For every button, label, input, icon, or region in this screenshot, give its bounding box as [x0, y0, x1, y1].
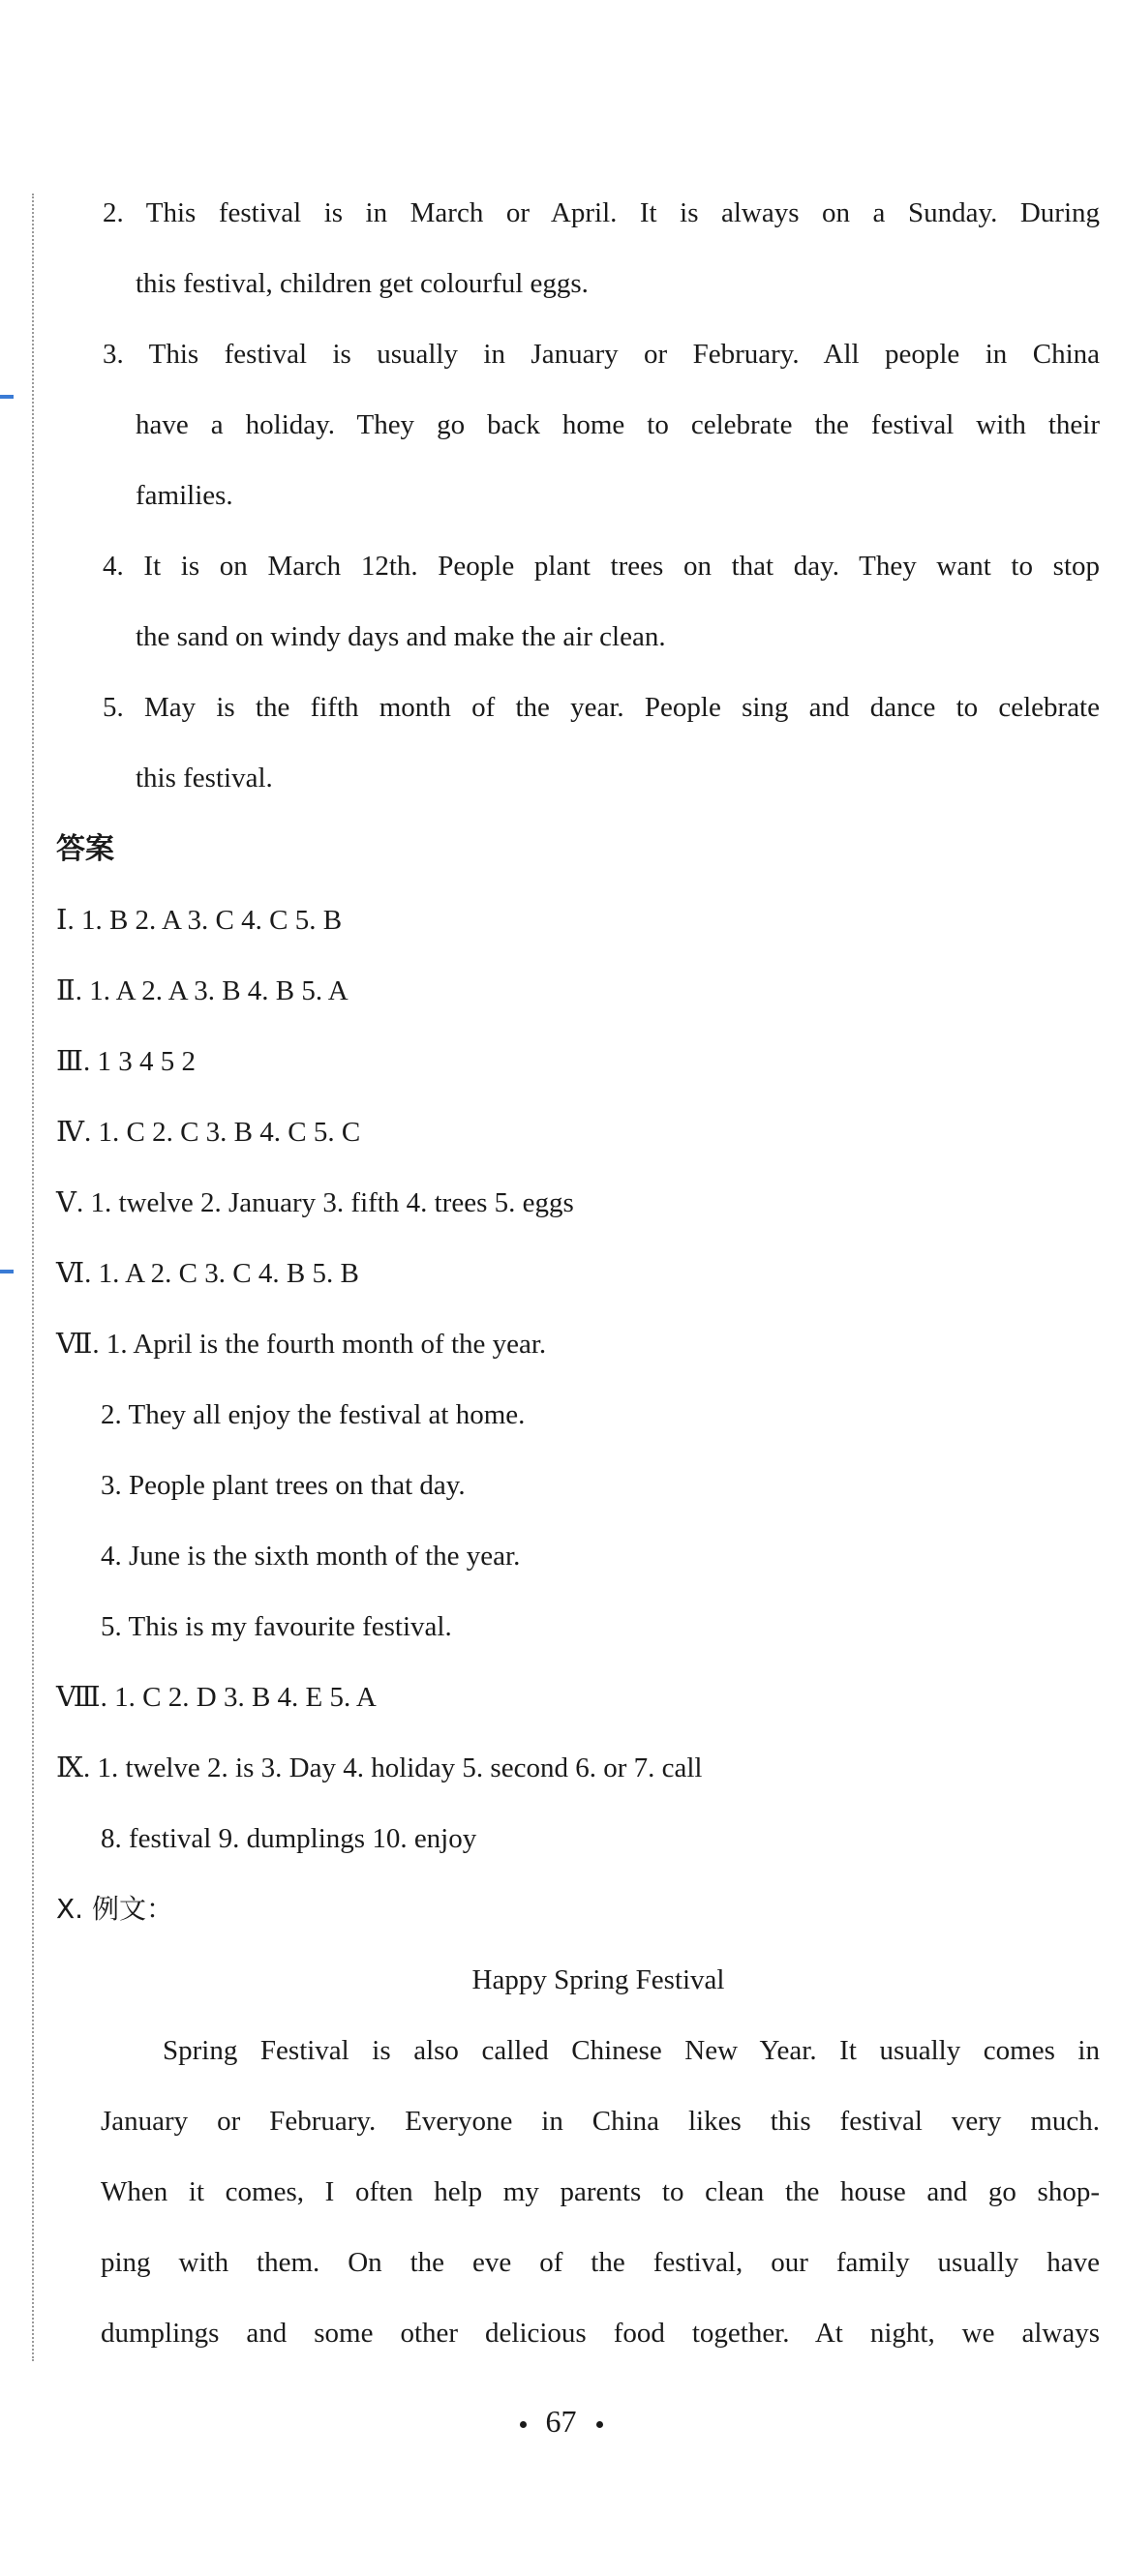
question-4-line-1: 4. It is on March 12th. People plant trees on that day. They want to stop	[103, 551, 1100, 582]
answer-section-10-label: Ⅹ. 例文：	[56, 1893, 173, 1925]
answer-section-7-line-3: 3. People plant trees on that day.	[101, 1470, 466, 1501]
margin-tick	[0, 1270, 14, 1273]
margin-tick	[0, 395, 14, 399]
answer-section-2: Ⅱ. 1. A 2. A 3. B 4. B 5. A	[56, 975, 349, 1006]
question-4-line-2: the sand on windy days and make the air clean.	[136, 621, 666, 652]
answer-section-1: Ⅰ. 1. B 2. A 3. C 4. C 5. B	[56, 905, 343, 936]
answer-section-7-line-4: 4. June is the sixth month of the year.	[101, 1541, 521, 1572]
question-5-line-1: 5. May is the fifth month of the year. People sing and dance to celebrate	[103, 692, 1100, 723]
answer-section-9-line-1: Ⅸ. 1. twelve 2. is 3. Day 4. holiday 5. second 6. or 7. call	[56, 1752, 703, 1783]
answer-section-7-line-2: 2. They all enjoy the festival at home.	[101, 1399, 526, 1430]
binding-margin-line	[32, 194, 34, 2361]
answer-section-7-line-5: 5. This is my favourite festival.	[101, 1611, 452, 1642]
question-2-line-1: 2. This festival is in March or April. It is always on a Sunday. During	[103, 197, 1100, 228]
question-3-line-2: have a holiday. They go back home to celebrate the festival with their	[136, 409, 1100, 440]
bullet-dot-icon	[596, 2421, 603, 2428]
question-3-line-3: families.	[136, 480, 233, 511]
answer-section-8: Ⅷ. 1. C 2. D 3. B 4. E 5. A	[56, 1682, 377, 1713]
answer-section-6: Ⅵ. 1. A 2. C 3. C 4. B 5. B	[56, 1258, 359, 1289]
answer-section-3: Ⅲ. 1 3 4 5 2	[56, 1046, 196, 1077]
essay-line-5: dumplings and some other delicious food together. At night, we always	[101, 2318, 1100, 2349]
answer-section-7-line-1: Ⅶ. 1. April is the fourth month of the year.	[56, 1329, 547, 1360]
page-number-value: 67	[545, 2404, 577, 2439]
question-3-line-1: 3. This festival is usually in January or February. All people in China	[103, 339, 1100, 370]
answers-heading: 答案	[56, 832, 114, 866]
answer-section-5: Ⅴ. 1. twelve 2. January 3. fifth 4. trees 5. eggs	[56, 1187, 574, 1218]
essay-line-4: ping with them. On the eve of the festival, our family usually have	[101, 2247, 1100, 2278]
answer-section-4: Ⅳ. 1. C 2. C 3. B 4. C 5. C	[56, 1117, 361, 1148]
answer-section-9-line-2: 8. festival 9. dumplings 10. enjoy	[101, 1823, 477, 1854]
essay-line-1: Spring Festival is also called Chinese New Year. It usually comes in	[163, 2035, 1100, 2066]
essay-line-2: January or February. Everyone in China likes this festival very much.	[101, 2106, 1100, 2137]
page-number	[0, 2402, 1122, 2441]
essay-line-3: When it comes, I often help my parents to clean the house and go shop-	[101, 2176, 1100, 2207]
bullet-dot-icon	[520, 2421, 527, 2428]
essay-title: Happy Spring Festival	[471, 1964, 725, 1995]
question-5-line-2: this festival.	[136, 763, 273, 794]
question-2-line-2: this festival, children get colourful eggs.	[136, 268, 589, 299]
